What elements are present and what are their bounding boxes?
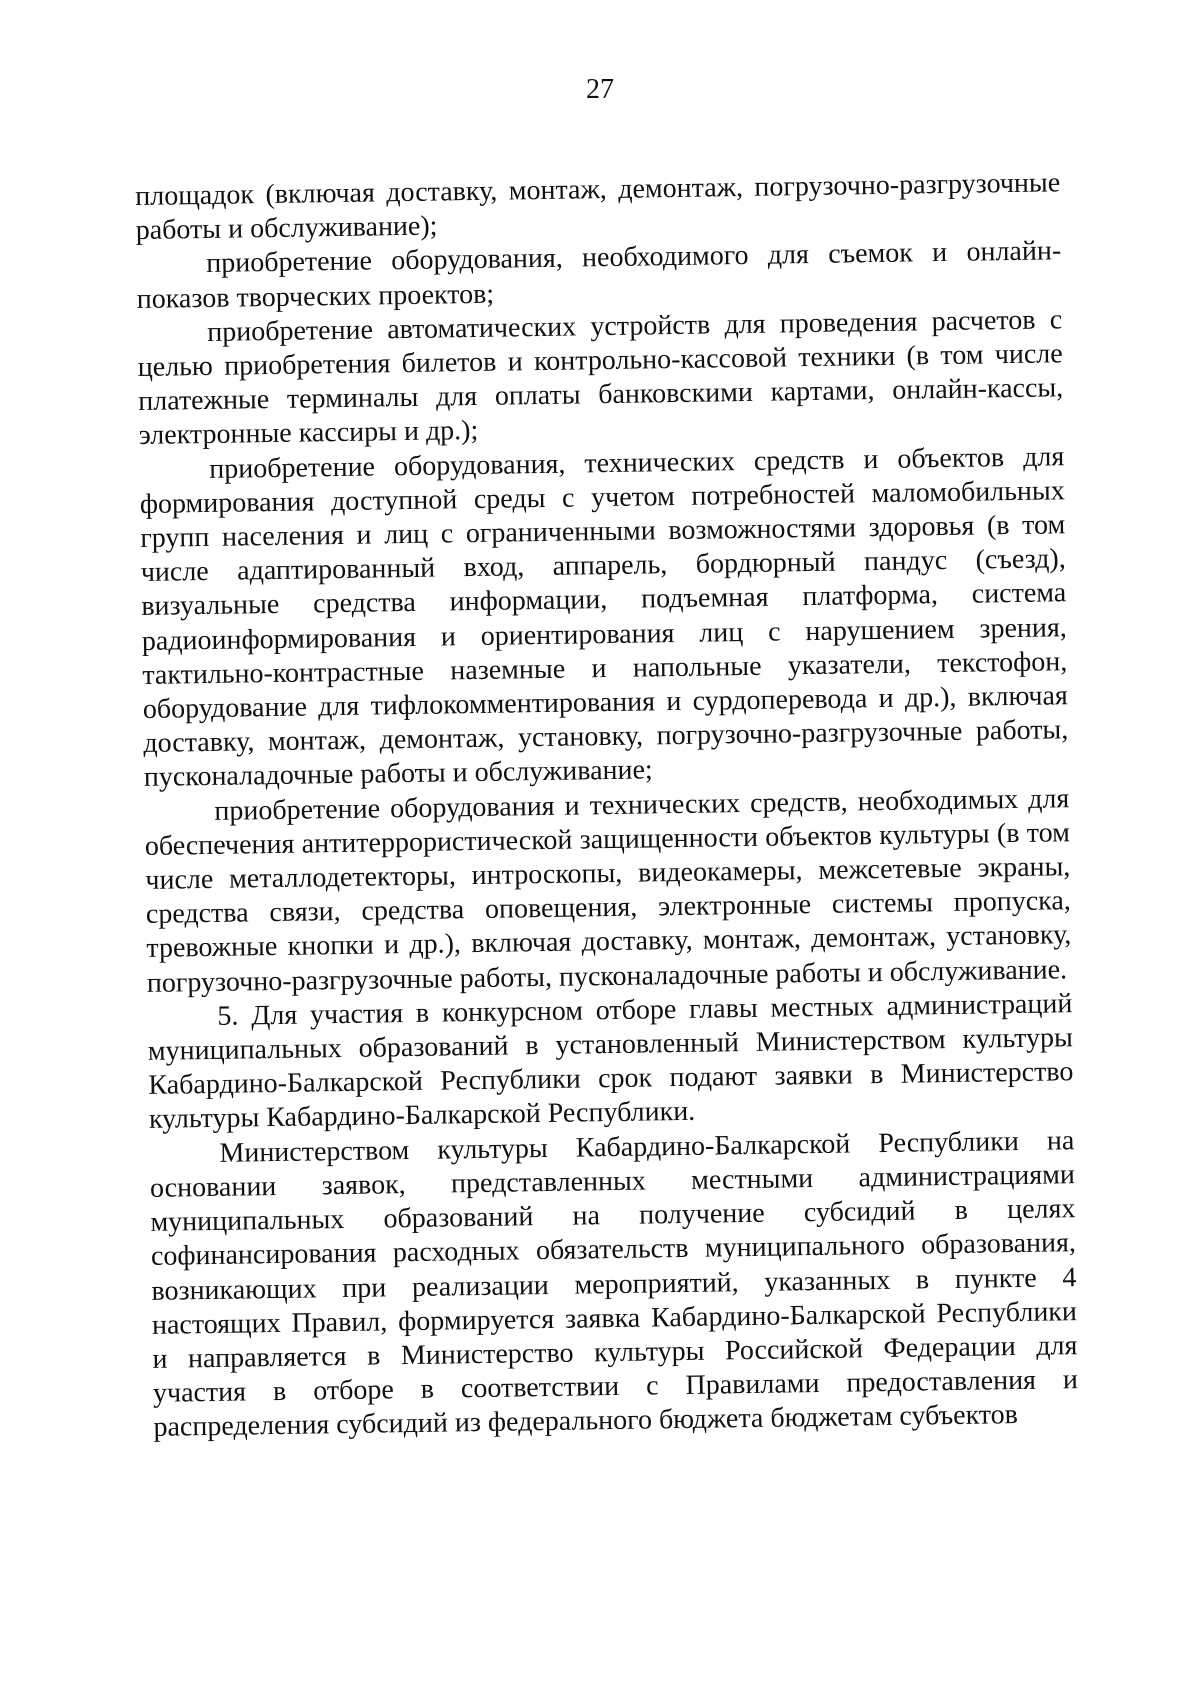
document-body [135, 166, 1079, 1445]
paragraph-7: Министерством культуры Кабардино-Балкарской Республики на основании заявок, представленных местными администрациями муниципальных образований на получение субсидий в целях софинансирования расходных обязательств муниципального образования, возникающих при реализации мероприятий, указанных в пункте 4 настоящих Правил, формируется заявка Кабардино-Балкарской Республики и направляется в Министерство культуры Российской Федерации для участия в отборе в соответствии с Правилами предоставления и распределения субсидий из федерального бюджета бюджетам субъектов [149, 1124, 1079, 1444]
paragraph-4: приобретение оборудования, технических средств и объектов для формирования доступной среды с учетом потребностей маломобильных групп населения и лиц с ограниченными возможностями здоровья (в том числе адаптированный вход, аппарель, бордюрный пандус (съезд), визуальные средства информации, подъемная платформа, система радиоинформирования и ориентирования лиц с нарушением зрения, тактильно-контрастные наземные и напольные указатели, текстофон, оборудование для тифлокомментирования и сурдоперевода и др.), включая доставку, монтаж, демонтаж, установку, погрузочно-разгрузочные работы, пусконаладочные работы и обслуживание; [139, 440, 1069, 794]
paragraph-2: приобретение оборудования, необходимого для съемок и онлайн-показов творческих проектов; [136, 235, 1062, 315]
paragraph-3: приобретение автоматических устройств для проведения расчетов с целью приобретения билетов и контрольно-кассовой техники (в том числе платежные терминалы для оплаты банковскими картами, онлайн-кассы, электронные кассиры и др.); [137, 304, 1064, 452]
page-number: 27 [586, 74, 614, 105]
paragraph-5: приобретение оборудования и технических средств, необходимых для обеспечения антитеррористической защищенности объектов культуры (в том числе металлодетекторы, интроскопы, видеокамеры, межсетевые экраны, средства связи, средства оповещения, электронные системы пропуска, тревожные кнопки и др.), включая доставку, монтаж, демонтаж, установку, погрузочно-разгрузочные работы, пусконаладочные работы и обслуживание. [144, 782, 1072, 999]
paragraph-6: 5. Для участия в конкурсном отборе главы местных администраций муниципальных образований в установленный Министерством культуры Кабардино-Балкарской Республики срок подают заявки в Министерство культуры Кабардино-Балкарской Республики. [147, 988, 1074, 1136]
paragraph-1: площадок (включая доставку, монтаж, демонтаж, погрузочно-разгрузочные работы и обслуживание); [135, 167, 1061, 247]
